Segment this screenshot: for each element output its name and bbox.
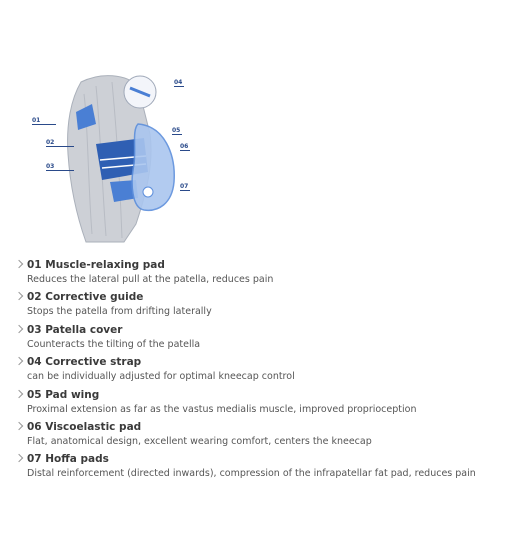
feature-description: can be individually adjusted for optimal kneecap control — [27, 371, 295, 383]
feature-description: Counteracts the tilting of the patella — [27, 338, 201, 350]
feature-title: 04 Corrective strap — [27, 356, 142, 369]
chevron-right-icon — [15, 292, 23, 300]
callout-07: 07 — [180, 183, 189, 190]
chevron-right-icon — [15, 325, 23, 333]
feature-title: 01 Muscle-relaxing pad — [27, 259, 165, 271]
feature-description: Reduces the lateral pull at the patella, reduces pain — [27, 274, 274, 285]
feature-title: 06 Viscoelastic pad — [27, 420, 142, 433]
feature-item[interactable] — [14, 290, 504, 322]
feature-item[interactable] — [14, 420, 504, 452]
feature-item[interactable] — [14, 323, 504, 355]
feature-title: 07 Hoffa pads — [27, 453, 109, 466]
feature-title: 05 Pad wing — [27, 388, 100, 401]
feature-item[interactable] — [14, 355, 504, 387]
feature-item[interactable] — [14, 452, 504, 484]
callout-06: 06 — [180, 143, 189, 150]
feature-title: 02 Corrective guide — [27, 291, 144, 304]
feature-description: Stops the patella from drifting laterally — [27, 306, 212, 318]
callout-04: 04 — [174, 79, 183, 86]
chevron-right-icon — [15, 260, 23, 268]
feature-description: Distal reinforcement (directed inwards), compression of the infrapatellar fat pad, reduces pain — [27, 468, 476, 480]
chevron-right-icon — [15, 454, 23, 462]
callout-03: 03 — [46, 164, 74, 171]
feature-list — [14, 258, 504, 485]
knee-brace-drawing — [26, 64, 202, 246]
chevron-right-icon — [15, 389, 23, 397]
feature-description: Proximal extension as far as the vastus medialis muscle, improved proprioception — [27, 403, 417, 415]
feature-item[interactable] — [14, 388, 504, 420]
feature-description: Flat, anatomical design, excellent wearing comfort, centers the kneecap — [27, 435, 372, 447]
feature-item[interactable] — [14, 258, 504, 290]
callout-02: 02 — [46, 140, 74, 147]
feature-title: 03 Patella cover — [27, 323, 123, 336]
knee-brace-illustration — [26, 64, 202, 246]
callout-01: 01 — [32, 118, 56, 125]
callout-05: 05 — [172, 127, 181, 134]
chevron-right-icon — [15, 357, 23, 365]
chevron-right-icon — [15, 422, 23, 430]
